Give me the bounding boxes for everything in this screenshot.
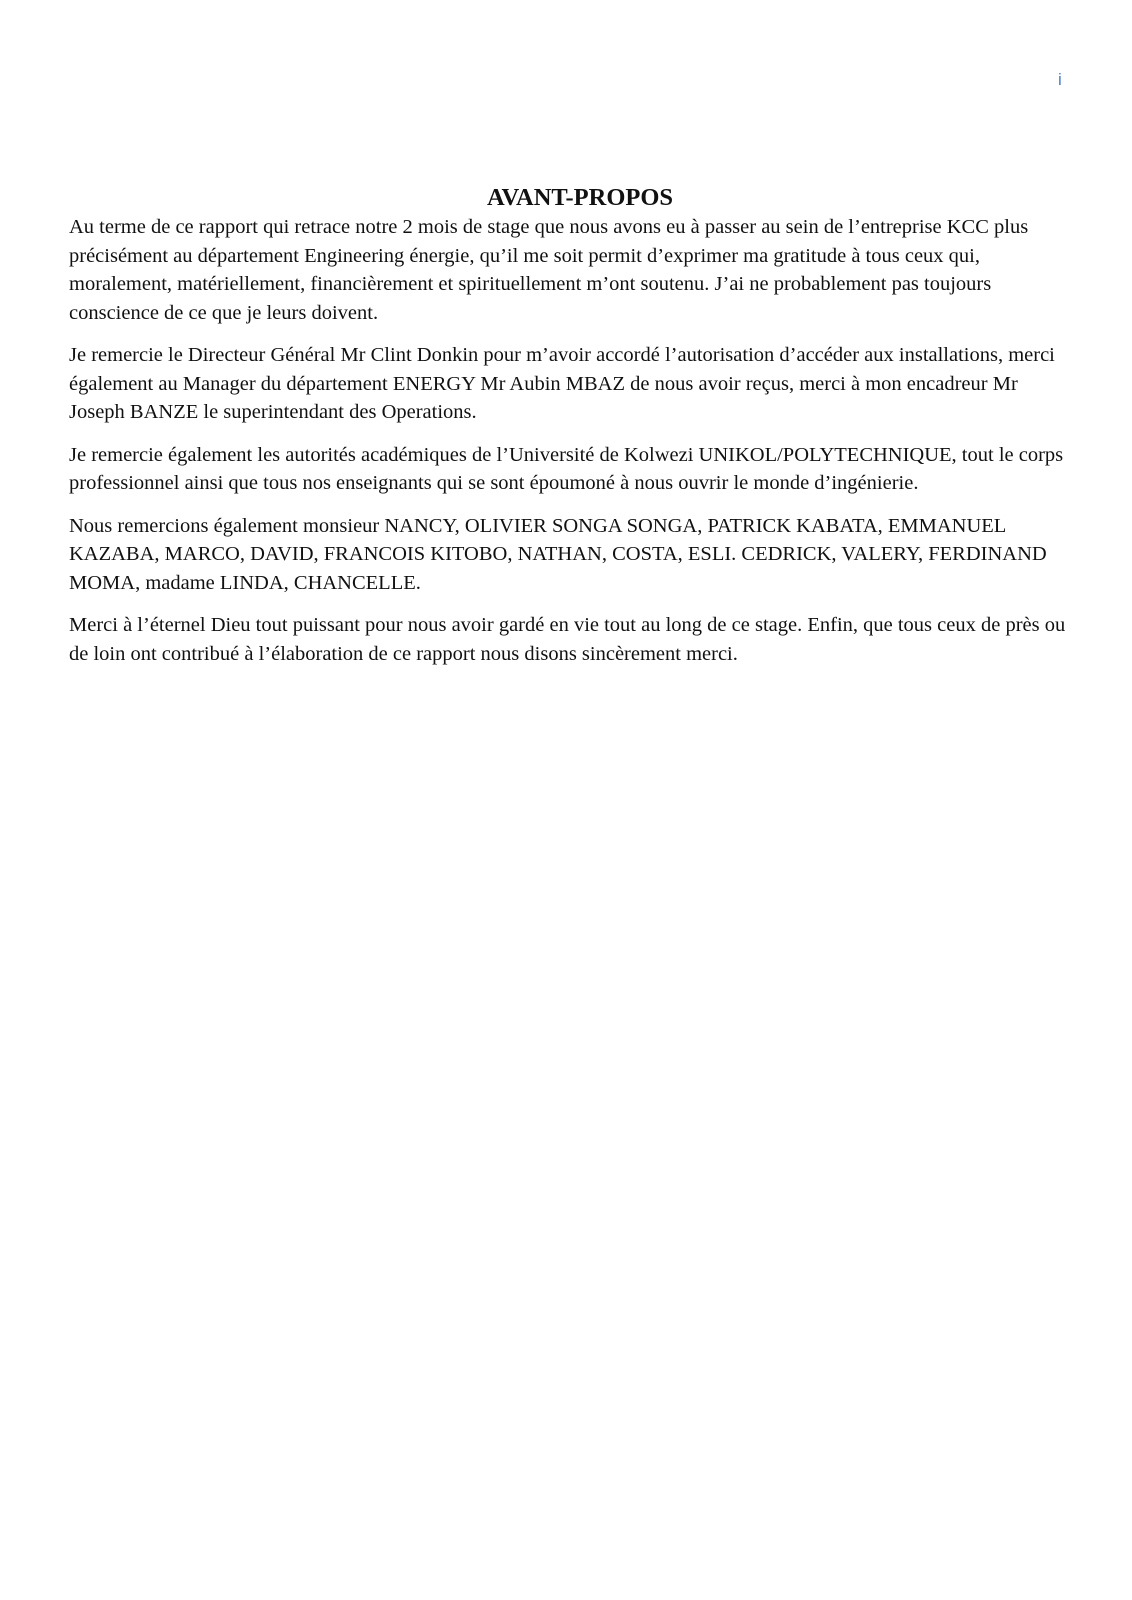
paragraph-thanks-colleagues: Nous remercions également monsieur NANCY, OLIVIER SONGA SONGA, PATRICK KABATA, EMMANUEL KAZABA, MARCO, DAVID, FRANCOIS KITOBO, NATHAN, COSTA, ESLI. CEDRICK, VALERY, FERDINAND MOMA, madame LINDA, CHANCELLE. xyxy=(69,514,1047,594)
paragraph-thanks-university: Je remercie également les autorités académiques de l’Université de Kolwezi UNIKOL/POLYTECHNIQUE, tout le corps professionnel ainsi que tous nos enseignants qui se sont époumoné à nous ouvrir le monde d’ingénierie. xyxy=(69,443,1064,494)
paragraph-closing: Merci à l’éternel Dieu tout puissant pour nous avoir gardé en vie tout au long de ce stage. Enfin, que tous ceux de près ou de loin ont contribué à l’élaboration de ce rapport nous disons sincèrement merci. xyxy=(69,614,1066,665)
page-number: i xyxy=(1058,70,1062,89)
paragraph-thanks-management: Je remercie le Directeur Général Mr Clint Donkin pour m’avoir accordé l’autorisation d’accéder aux installations, merci également au Manager du département ENERGY Mr Aubin MBAZ de nous avoir reçus, merci à mon encadreur Mr Joseph BANZE le superintendant des Operations. xyxy=(69,344,1055,423)
page-title: AVANT-PROPOS xyxy=(486,184,674,211)
paragraph-intro: Au terme de ce rapport qui retrace notre 2 mois de stage que nous avons eu à passer au sein de l’entreprise KCC plus précisément au département Engineering énergie, qu’il me soit permit d’exprimer ma gratitude à tous ceux qui, moralement, matériellement, financièrement et spirituellement m’ont soutenu. J’ai ne probablement pas toujours conscience de ce que je leurs doivent. xyxy=(69,216,1029,324)
document-body xyxy=(69,183,1069,682)
